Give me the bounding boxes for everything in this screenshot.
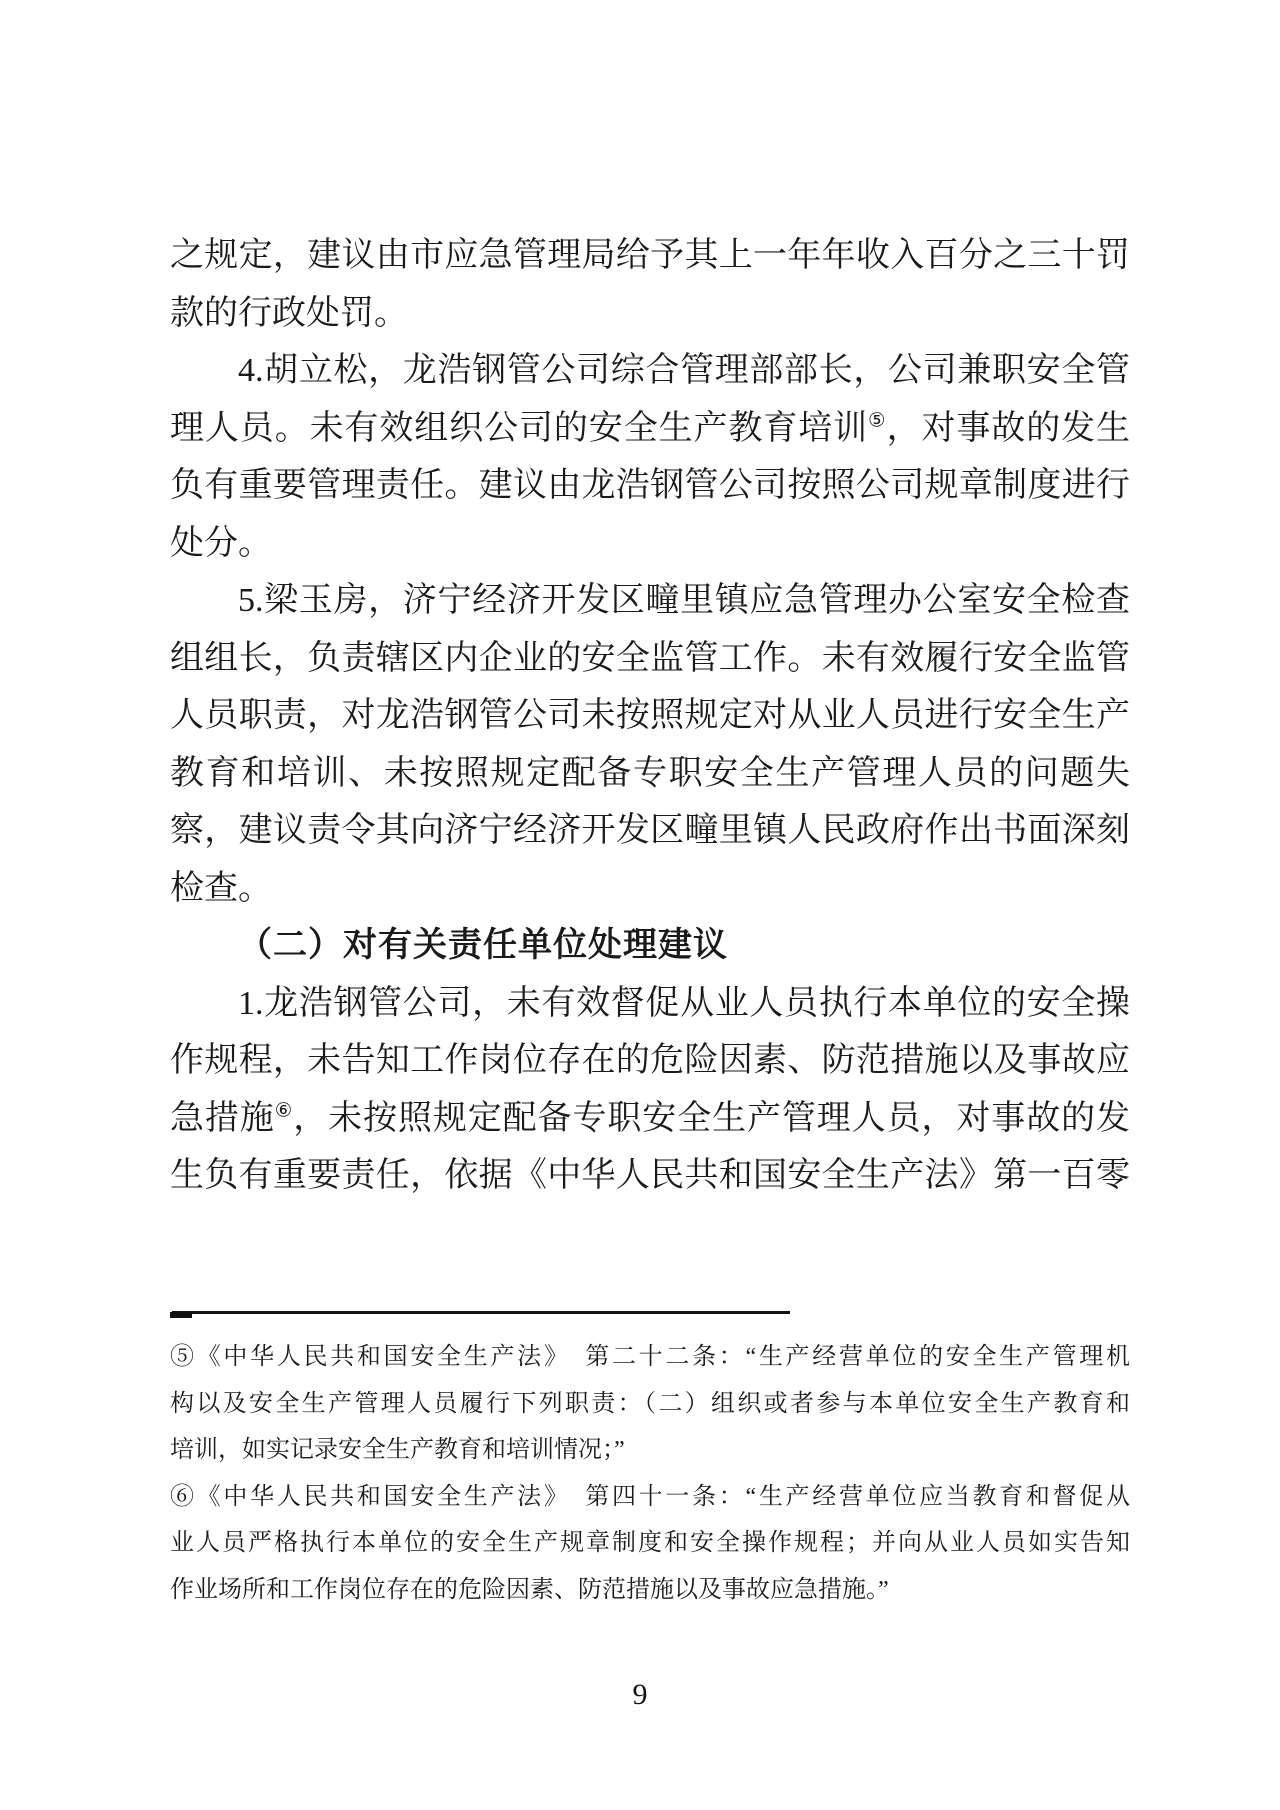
body-line bbox=[170, 400, 1130, 458]
footnote-ref-6: ⑥ bbox=[274, 1099, 294, 1122]
report-body bbox=[170, 227, 1130, 1205]
body-line-segment: 急措施 bbox=[170, 1099, 275, 1137]
body-line: 生负有重要责任，依据《中华人民共和国安全生产法》第一百零 bbox=[170, 1157, 1130, 1194]
body-line-segment: ，未按照规定配备专职安全生产管理人员，对事故的发 bbox=[293, 1099, 1131, 1137]
body-line-segment: 理人员。未有效组织公司的安全生产教育培训 bbox=[170, 409, 869, 447]
body-line: 教育和培训、未按照规定配备专职安全生产管理人员的问题失 bbox=[170, 754, 1130, 792]
body-line: 人员职责，对龙浩钢管公司未按照规定对从业人员进行安全生产 bbox=[170, 697, 1130, 734]
footnote-line: 业人员严格执行本单位的安全生产规章制度和安全操作规程；并向从业人员如实告知 bbox=[170, 1530, 1130, 1556]
section-heading: （二）对有关责任单位处理建议 bbox=[238, 927, 728, 964]
body-line: 负有重要管理责任。建议由龙浩钢管公司按照公司规章制度进行 bbox=[170, 467, 1130, 504]
body-line: 检查。 bbox=[170, 869, 272, 907]
footnote-ref-5: ⑤ bbox=[868, 409, 887, 432]
footnote-line: ⑥《中华人民共和国安全生产法》 第四十一条：“生产经营单位应当教育和督促从 bbox=[170, 1483, 1130, 1510]
body-line bbox=[170, 1090, 1130, 1148]
body-line: 作规程，未告知工作岗位存在的危险因素、防范措施以及事故应 bbox=[170, 1042, 1130, 1079]
body-line: 款的行政处罚。 bbox=[170, 294, 408, 332]
footnote-line: 构以及安全生产管理人员履行下列职责：（二）组织或者参与本单位安全生产教育和 bbox=[170, 1390, 1130, 1417]
body-line: 之规定，建议由市应急管理局给予其上一年年收入百分之三十罚 bbox=[170, 237, 1130, 274]
body-line-paragraph-start: 1.龙浩钢管公司，未有效督促从业人员执行本单位的安全操 bbox=[238, 984, 1130, 1022]
footnote-separator-line bbox=[172, 1311, 790, 1314]
body-line: 察，建议责令其向济宁经济开发区疃里镇人民政府作出书面深刻 bbox=[170, 812, 1130, 849]
body-line-paragraph-start: 4.胡立松，龙浩钢管公司综合管理部部长，公司兼职安全管 bbox=[238, 352, 1130, 389]
page-number: 9 bbox=[632, 1678, 648, 1711]
body-line-paragraph-start: 5.梁玉房，济宁经济开发区疃里镇应急管理办公室安全检查 bbox=[238, 582, 1130, 619]
footnote-line: 作业场所和工作岗位存在的危险因素、防范措施以及事故应急措施。” bbox=[170, 1576, 889, 1603]
footnote-line: ⑤《中华人民共和国安全生产法》 第二十二条：“生产经营单位的安全生产管理机 bbox=[170, 1344, 1130, 1370]
body-line: 组组长，负责辖区内企业的安全监管工作。未有效履行安全监管 bbox=[170, 639, 1130, 677]
body-line: 处分。 bbox=[170, 524, 272, 562]
footnote-line: 培训，如实记录安全生产教育和培训情况；” bbox=[170, 1437, 625, 1463]
footnotes-block bbox=[170, 1334, 1130, 1613]
body-line-segment: ，对事故的发生 bbox=[886, 409, 1131, 447]
